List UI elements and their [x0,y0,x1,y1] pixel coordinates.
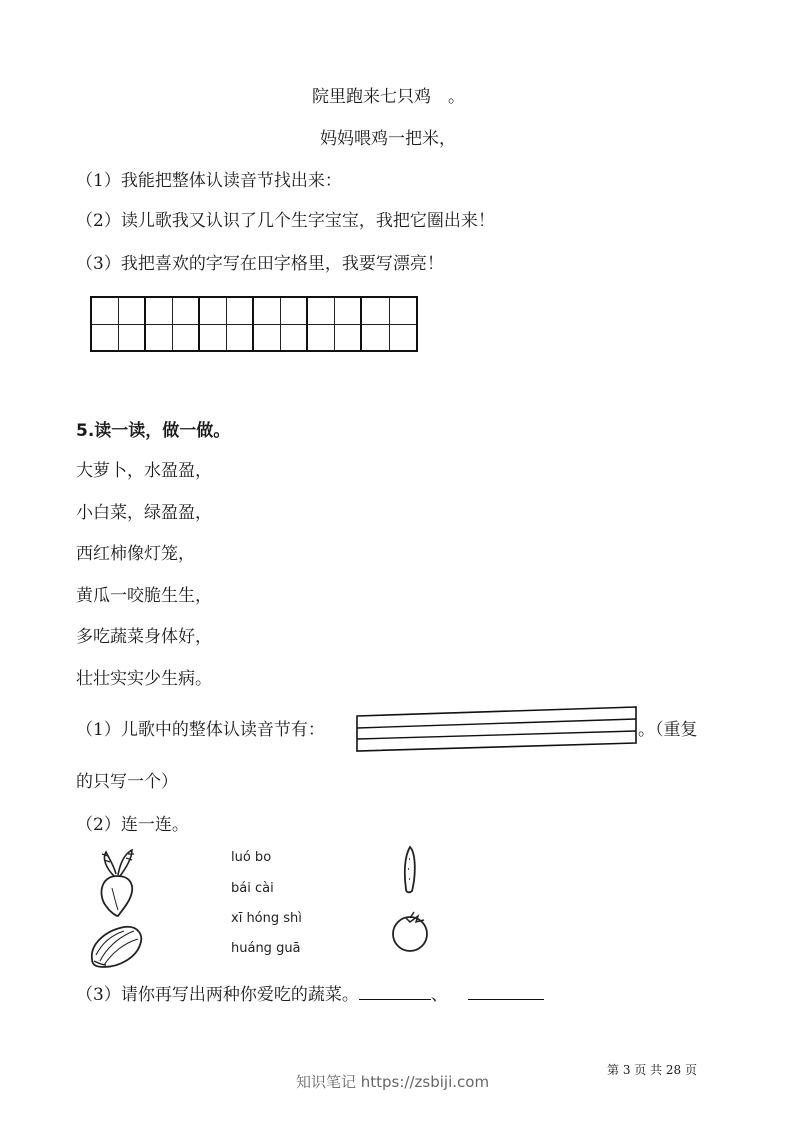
q5-sub1-prefix: （1）儿歌中的整体认读音节有： [76,720,325,740]
q5-poem-line: 壮壮实实少生病。 [76,669,212,689]
q4-sub3: （3）我把喜欢的字写在田字格里，我要写漂亮！ [76,254,444,274]
poem-line-2: 妈妈喂鸡一把米， [320,129,456,149]
q5-poem-line: 黄瓜一咬脆生生， [76,586,212,606]
q5-sub1-continuation: 的只写一个） [76,772,178,792]
tomato-icon[interactable] [388,906,436,954]
answer-blank-1[interactable] [359,999,431,1000]
pinyin-xihongshi[interactable]: xī hóng shì [231,911,302,926]
tianzige-cell[interactable] [308,298,362,350]
cabbage-icon[interactable] [86,923,146,971]
q5-poem-line: 西红柿像灯笼， [76,544,195,564]
tianzige-cell[interactable] [362,298,416,350]
q4-sub2: （2）读儿歌我又认识了几个生字宝宝，我把它圈出来！ [76,211,495,231]
pinyin-baicai[interactable]: bái cài [231,881,274,896]
q5-poem-line: 多吃蔬菜身体好， [76,627,212,647]
cucumber-icon[interactable] [398,845,422,895]
page-number: 第 3 页 共 28 页 [607,1063,697,1077]
q5-sub3-separator: 、 [430,985,448,1005]
q5-sub2: （2）连一连。 [76,815,189,835]
q5-sub3 [76,984,544,1006]
poem-line-1: 院里跑来七只鸡 。 [312,87,465,107]
radish-icon[interactable] [92,848,142,918]
q5-sub3-text: （3）请你再写出两种你爱吃的蔬菜。 [76,985,359,1005]
tianzige-grid[interactable] [90,296,418,352]
tianzige-cell[interactable] [146,298,200,350]
pinyin-huanggua[interactable]: huáng guā [231,941,301,956]
watermark: 知识笔记 https://zsbiji.com [296,1073,490,1091]
q5-poem-line: 小白菜，绿盈盈， [76,503,212,523]
q4-sub1: （1）我能把整体认读音节找出来： [76,171,342,191]
pinyin-luobo[interactable]: luó bo [231,850,272,865]
tianzige-cell[interactable] [92,298,146,350]
tianzige-cell[interactable] [200,298,254,350]
pinyin-writing-lines[interactable] [356,706,637,752]
q5-poem-line: 大萝卜，水盈盈， [76,461,212,481]
answer-blank-2[interactable] [468,999,544,1000]
tianzige-cell[interactable] [254,298,308,350]
q5-sub1-suffix: 。（重复 [638,720,698,740]
q5-title: 5.读一读，做一做。 [76,421,231,441]
